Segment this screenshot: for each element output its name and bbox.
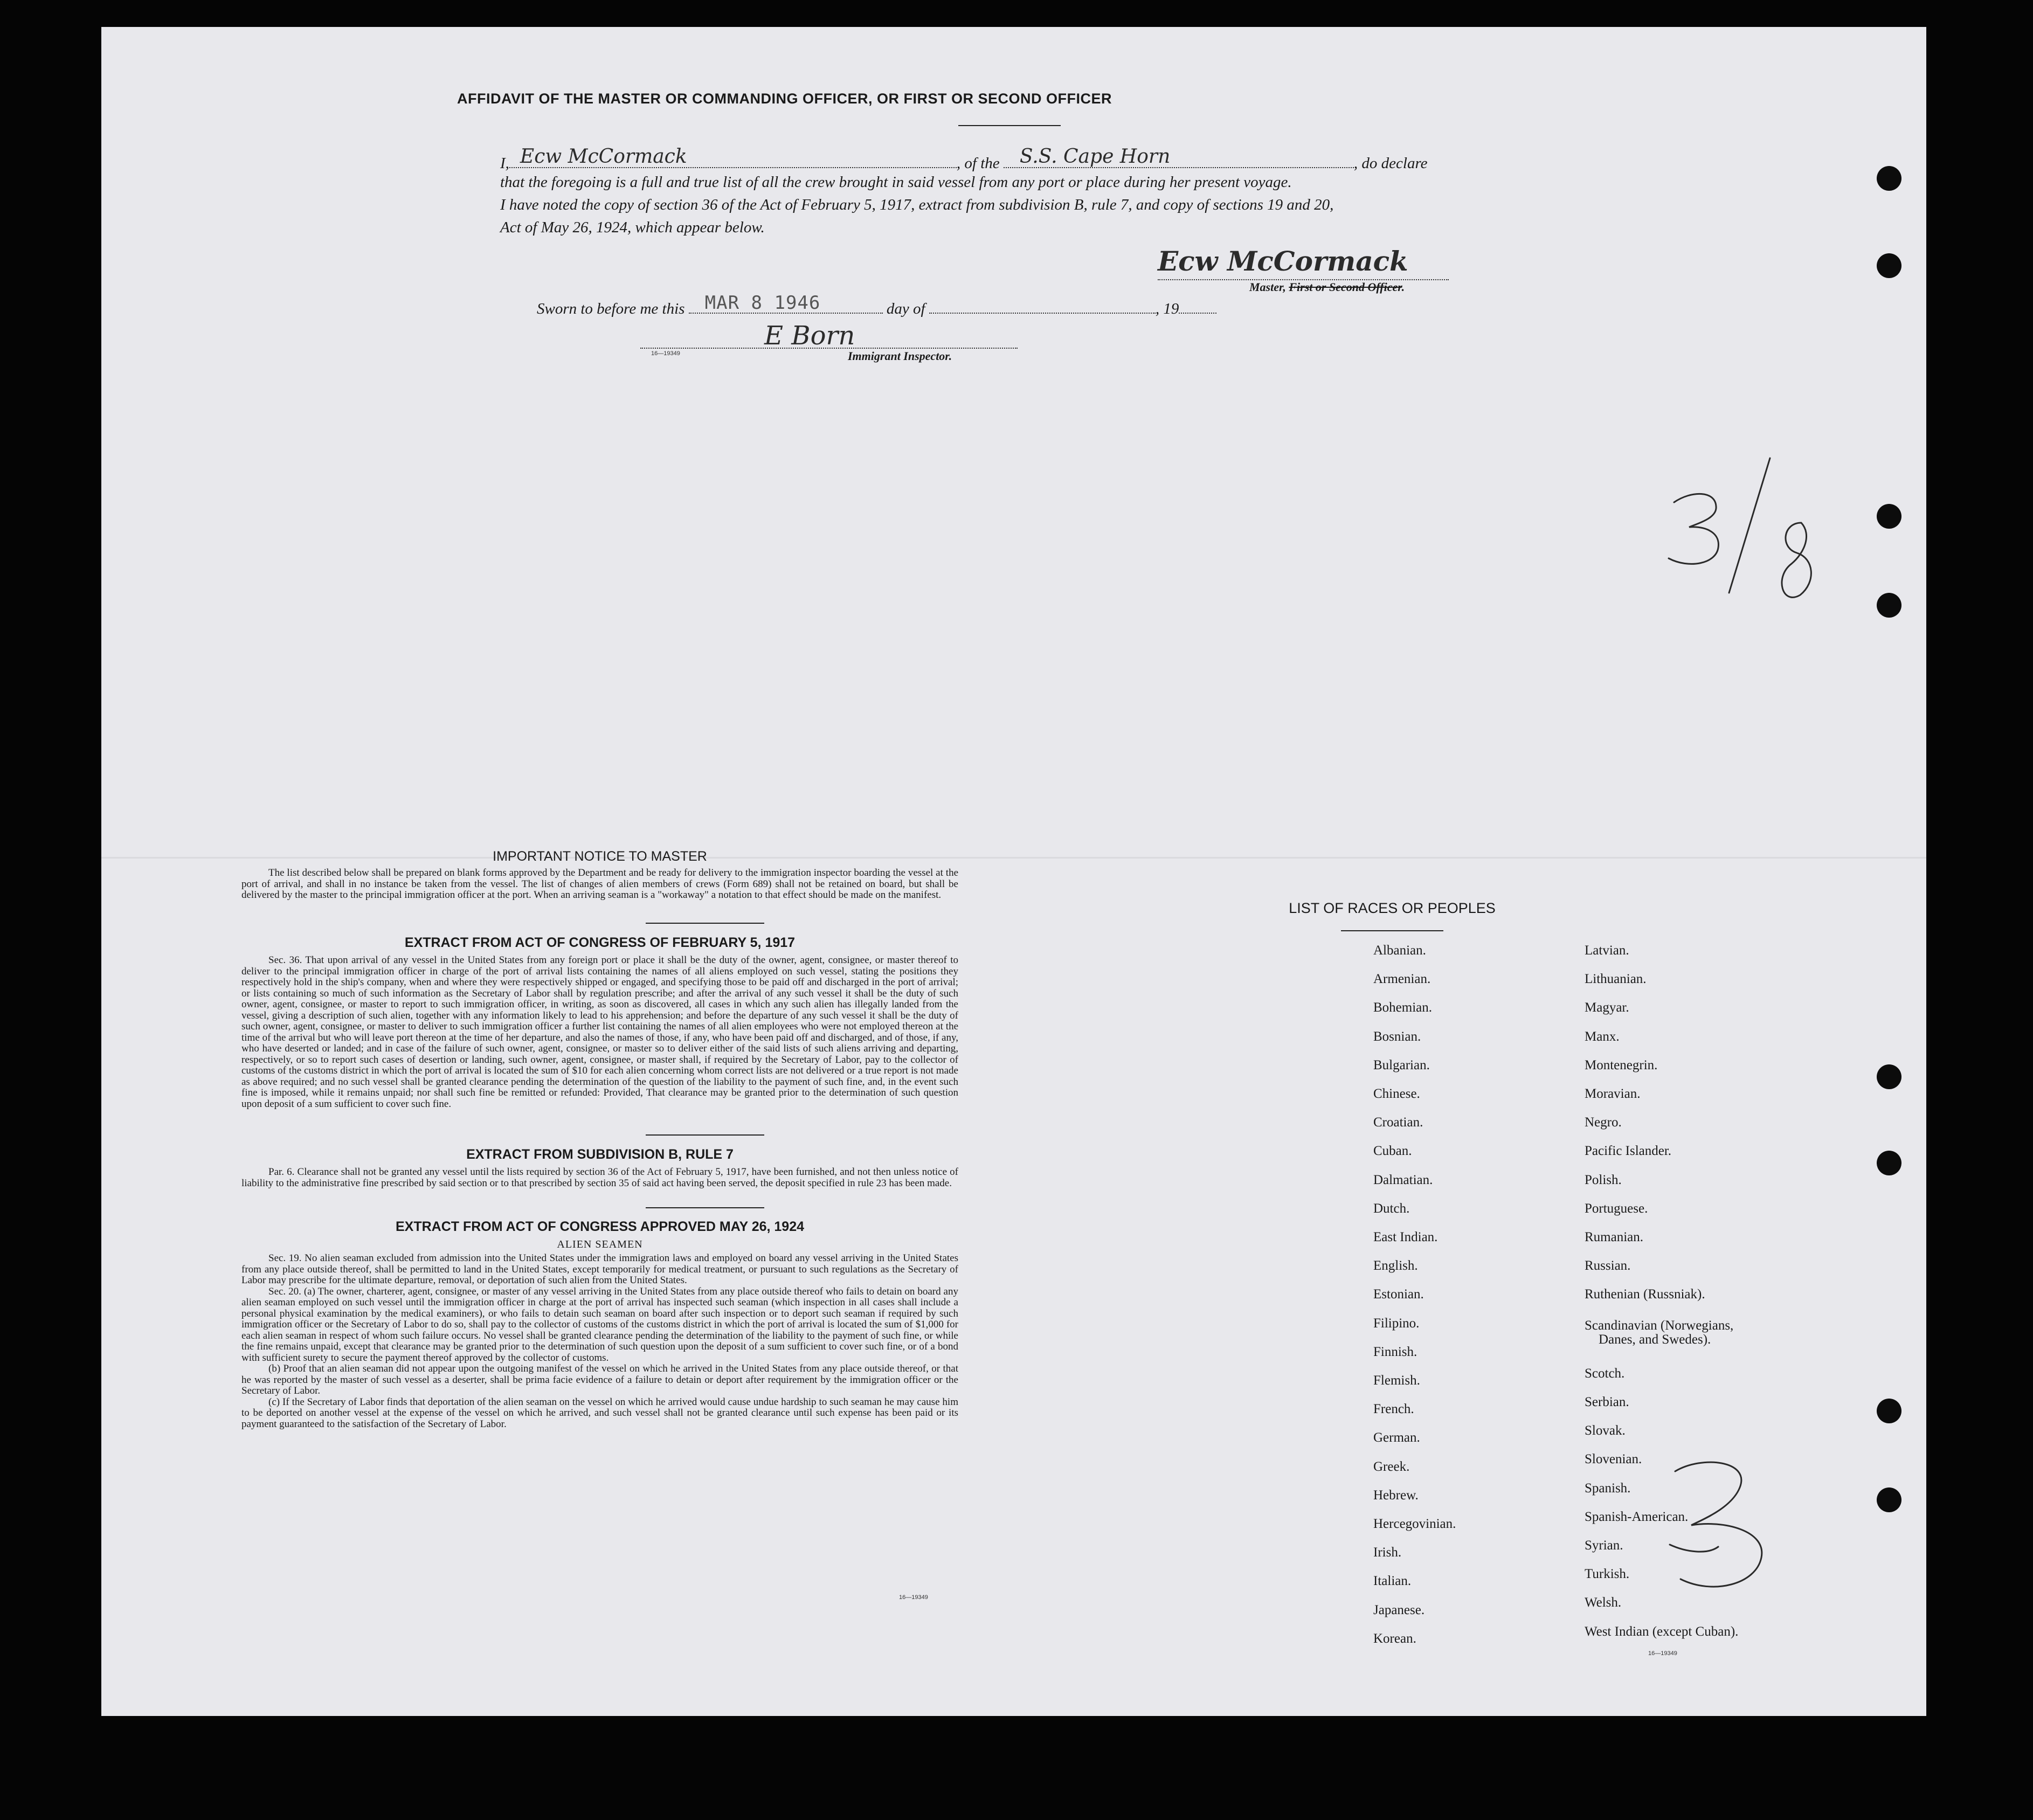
race-item: Serbian. bbox=[1585, 1395, 1629, 1409]
sheet-number-strokes bbox=[1659, 1450, 1788, 1611]
punch-hole bbox=[1877, 1151, 1901, 1175]
race-item: Slovenian. bbox=[1585, 1452, 1642, 1467]
affidavit-declaration-line bbox=[500, 146, 1428, 172]
race-item: Pacific Islander. bbox=[1585, 1144, 1672, 1159]
master-label-period: . bbox=[1401, 280, 1405, 294]
race-item: Armenian. bbox=[1373, 972, 1431, 987]
sworn-year: , 19 bbox=[1155, 300, 1179, 317]
punch-hole bbox=[1877, 504, 1901, 529]
race-item: Spanish-American. bbox=[1585, 1509, 1689, 1524]
race-item: Bulgarian. bbox=[1373, 1057, 1430, 1072]
affidavit-line-3: I have noted the copy of section 36 of the Act of February 5, 1917, extract from subdivision B, rule 7, and copy of sections 19 and 20, bbox=[500, 196, 1334, 213]
race-item: West Indian (except Cuban). bbox=[1585, 1624, 1739, 1639]
sworn-year-blank bbox=[1179, 296, 1216, 314]
race-item: Polish. bbox=[1585, 1172, 1622, 1187]
race-item: Chinese. bbox=[1373, 1087, 1420, 1101]
inspector-signature: E Born bbox=[764, 321, 855, 351]
race-item: Scotch. bbox=[1585, 1366, 1625, 1381]
rule-7-title: EXTRACT FROM SUBDIVISION B, RULE 7 bbox=[466, 1147, 734, 1162]
punch-hole bbox=[1877, 166, 1901, 191]
sworn-date-blank bbox=[689, 292, 883, 314]
race-item: Italian. bbox=[1373, 1574, 1412, 1589]
extract-1924-title: EXTRACT FROM ACT OF CONGRESS APPROVED MAY 26, 1924 bbox=[395, 1219, 805, 1234]
extract-1917-title: EXTRACT FROM ACT OF CONGRESS OF FEBRUARY 5, 1917 bbox=[404, 935, 796, 950]
race-item: English. bbox=[1373, 1258, 1418, 1274]
race-item: Scandinavian (Norwegians, bbox=[1585, 1318, 1734, 1333]
race-item: Manx. bbox=[1585, 1029, 1620, 1044]
race-item: Hebrew. bbox=[1373, 1487, 1419, 1503]
section-19-text: Sec. 19. No alien seaman excluded from admission into the United States under the immigration laws and employed on board any vessel arriving in the United States from any place outside thereof, shall be permitted to land in the United States, except temporarily for medical treatment, or pursuant to such regulations as the Secretary of Labor may prescribe for the ultimate departure, removal, or deportation of such alien from the United States. bbox=[241, 1252, 958, 1286]
divider bbox=[1341, 930, 1443, 931]
vessel-name-handwriting: S.S. Cape Horn bbox=[1019, 146, 1171, 168]
notice-text: The list described below shall be prepared on blank forms approved by the Department and be ready for delivery to the immigration inspector boarding the vessel at the port of arrival, and shall in no instance be taken from the vessel. The list of changes of alien members of crews (Form 689) shall not be retained on board, but shall be delivered by the master to the principal immigration officer at the port. When an arriving seaman is a "workaway" a notation to that effect should be made on the manifest. bbox=[241, 867, 958, 901]
inspector-dotted-line bbox=[640, 348, 1018, 349]
race-item: Croatian. bbox=[1373, 1115, 1423, 1130]
race-item: Cuban. bbox=[1373, 1144, 1412, 1159]
sworn-day-of: day of bbox=[886, 300, 925, 317]
divider bbox=[958, 125, 1061, 126]
sworn-line bbox=[537, 292, 1216, 318]
notice-body bbox=[241, 868, 958, 901]
section-20a-text: Sec. 20. (a) The owner, charterer, agent, consignee, or master of any vessel arriving in the United States from any place outside thereof who fails to detain on board any alien seaman employed on such vessel until the immigration officer in charge at the port of arrival has inspected such seaman (which inspection in all cases shall include a personal physical examination by the medical examiners), or who fails to detain such seaman on board after such inspection or to deport such seaman if required by such immigration officer or the Secretary of Labor to do so, shall pay to the collector of customs of the customs district in which the port of arrival is located the sum of $1,000 for each alien seaman in respect of whom such failure occurs. No vessel shall be granted clearance pending the determination of the liability to the payment of such fine, or while the fine remains unpaid, except that clearance may be granted prior to the determination of such question upon the deposit of a sum sufficient to cover such fine, or of a bond with sufficient surety to secure the payment thereof approved by the collector of customs. bbox=[241, 1285, 958, 1364]
race-item: Syrian. bbox=[1585, 1538, 1623, 1553]
document-page bbox=[101, 27, 1926, 1716]
master-label-row bbox=[1249, 280, 1405, 294]
race-item: Turkish. bbox=[1585, 1567, 1630, 1582]
punch-hole bbox=[1877, 593, 1901, 618]
declaration-prefix: I, bbox=[500, 155, 509, 172]
race-item: Spanish. bbox=[1585, 1480, 1631, 1496]
race-item: Bosnian. bbox=[1373, 1029, 1421, 1044]
master-signature-text: Ecw McCormack bbox=[1158, 245, 1408, 277]
divider bbox=[646, 1207, 764, 1208]
alien-seamen-subtitle: ALIEN SEAMEN bbox=[557, 1238, 643, 1250]
race-item: Russian. bbox=[1585, 1258, 1631, 1274]
paragraph-6-text: Par. 6. Clearance shall not be granted any vessel until the lists required by section 36 of the Act of February 5, 1917, have been furnished, and not then unless notice of liability to the administrative fine prescribed by said section or to that prescribed by section 35 of said act having been served, the deposit specified in rule 23 has been made. bbox=[241, 1166, 958, 1189]
race-item: Portuguese. bbox=[1585, 1201, 1648, 1216]
punch-hole bbox=[1877, 1487, 1901, 1512]
form-number: 16—19349 bbox=[899, 1594, 928, 1601]
section-20c-text: (c) If the Secretary of Labor finds that deportation of the alien seaman on the vessel on which he arrived would cause undue hardship to such seaman he may cause him to be deported on another vessel at the expense of the vessel on which he arrived, and such vessel shall not be granted clearance until such expense has been paid or its payment guaranteed to the satisfaction of the Secretary of Labor. bbox=[241, 1396, 958, 1430]
race-item: Ruthenian (Russniak). bbox=[1585, 1287, 1705, 1302]
vessel-name-blank bbox=[1004, 146, 1354, 168]
race-item: Slovak. bbox=[1585, 1423, 1626, 1438]
declaration-of: , of the bbox=[956, 155, 1000, 172]
race-item: Lithuanian. bbox=[1585, 972, 1647, 987]
master-name-handwriting: Ecw McCormack bbox=[520, 146, 687, 168]
race-item: Latvian. bbox=[1585, 943, 1629, 958]
race-item: Finnish. bbox=[1373, 1344, 1417, 1359]
race-item: Negro. bbox=[1585, 1115, 1622, 1130]
race-item: Magyar. bbox=[1585, 1000, 1629, 1015]
race-item: Hercegovinian. bbox=[1373, 1517, 1456, 1531]
race-item: Dalmatian. bbox=[1373, 1172, 1433, 1187]
date-stamp: MAR 8 1946 bbox=[704, 292, 821, 314]
inspector-label: Immigrant Inspector. bbox=[848, 349, 952, 363]
master-label: Master, bbox=[1249, 280, 1286, 294]
affidavit-line-4: Act of May 26, 1924, which appear below. bbox=[500, 219, 765, 236]
section-20b-text: (b) Proof that an alien seaman did not appear upon the outgoing manifest of the vessel on which he arrived in the United States from any place outside thereof, or that he was reported by the master of such vessel as a deserter, shall be prima facie evidence of a failure to detain or deport after requirement by the immigration officer or the Secretary of Labor. bbox=[241, 1363, 958, 1396]
master-name-blank bbox=[509, 146, 957, 168]
race-item: Dutch. bbox=[1373, 1201, 1410, 1216]
handwritten-sheet-number bbox=[1659, 1450, 1788, 1611]
race-item: Filipino. bbox=[1373, 1316, 1420, 1331]
extract-1917-body bbox=[241, 955, 958, 1110]
race-item: Flemish. bbox=[1373, 1373, 1420, 1388]
divider bbox=[646, 923, 764, 924]
struck-officer-label: First or Second Officer bbox=[1289, 280, 1402, 294]
sworn-month-blank bbox=[929, 296, 1156, 314]
race-item: Bohemian. bbox=[1373, 1000, 1433, 1015]
race-item: Welsh. bbox=[1585, 1595, 1622, 1610]
race-item: Estonian. bbox=[1373, 1287, 1424, 1302]
race-item: German. bbox=[1373, 1430, 1420, 1445]
race-item: Albanian. bbox=[1373, 943, 1426, 958]
races-title: LIST OF RACES OR PEOPLES bbox=[1289, 900, 1496, 916]
race-item: French. bbox=[1373, 1402, 1414, 1417]
race-item: East Indian. bbox=[1373, 1230, 1438, 1244]
punch-hole bbox=[1877, 1064, 1901, 1089]
divider bbox=[646, 1134, 764, 1136]
race-item: Danes, and Swedes). bbox=[1599, 1332, 1711, 1347]
handwritten-page-number bbox=[1664, 453, 1848, 631]
extract-1924-body bbox=[241, 1253, 958, 1430]
race-item: Japanese. bbox=[1373, 1602, 1425, 1617]
affidavit-line-2: that the foregoing is a full and true list of all the crew brought in said vessel from any port or place during her present voyage. bbox=[500, 174, 1292, 191]
section-36-text: Sec. 36. That upon arrival of any vessel in the United States from any foreign port or place it shall be the duty of the owner, agent, consignee, or master thereof to deliver to the principal immigration officer in charge of the port of arrival lists containing the names of all aliens employed on such vessel, stating the positions they respectively hold in the ship's company, when and where they were respectively shipped or engaged, and specifying those to be paid off and discharged in the port of arrival; or lists containing so much of such information as the Secretary of Labor shall by regulation prescribe; and after the arrival of any such vessel it shall be the duty of such owner, agent, consignee, or master to report to such immigration officer, in writing, as soon as discovered, all cases in which any such alien has illegally landed from the vessel, giving a description of such alien, together with any information likely to lead to his apprehension; and before the departure of any such vessel it shall be the duty of such owner, agent, consignee, or master to deliver to such immigration officer a further list containing the names of all alien employees who were not employed thereon at the time of the arrival but who will leave port thereon at the time of her departure, and also the names of those, if any, who have been paid off and discharged, and of those, if any, who have deserted or landed; and in case of the failure of such owner, agent, consignee, or master so to deliver either of the said lists of such aliens arriving and departing, respectively, or so to report such cases of desertion or landing, such owner, agent, consignee, or master shall, if required by the Secretary of Labor, pay to the collector of customs of the customs district in which the port of arrival is located the sum of $10 for each alien concerning whom correct lists are not delivered or a true report is not made as above required; and no such vessel shall be granted clearance pending the determination of the question of the liability to the payment of such fine, and, in the event such fine is imposed, while it remains unpaid; nor shall such fine be remitted or refunded: Provided, That clearance may be granted prior to the determination of such question upon deposit of a sum sufficient to cover such fine. bbox=[241, 954, 958, 1110]
punch-hole bbox=[1877, 1399, 1901, 1423]
declaration-suffix: , do declare bbox=[1353, 155, 1428, 172]
race-item: Irish. bbox=[1373, 1545, 1402, 1560]
race-item: Moravian. bbox=[1585, 1087, 1641, 1101]
race-item: Greek. bbox=[1373, 1459, 1410, 1474]
race-item: Montenegrin. bbox=[1585, 1057, 1658, 1072]
form-number: 16—19349 bbox=[1648, 1650, 1677, 1657]
page-number-strokes bbox=[1664, 453, 1848, 631]
punch-hole bbox=[1877, 253, 1901, 278]
sworn-prefix: Sworn to before me this bbox=[537, 300, 685, 317]
race-item: Rumanian. bbox=[1585, 1230, 1644, 1244]
notice-title: IMPORTANT NOTICE TO MASTER bbox=[493, 849, 707, 864]
form-number: 16—19349 bbox=[651, 350, 680, 357]
rule-7-body bbox=[241, 1167, 958, 1189]
race-item: Korean. bbox=[1373, 1631, 1416, 1646]
affidavit-title: AFFIDAVIT OF THE MASTER OR COMMANDING OFFICER, OR FIRST OR SECOND OFFICER bbox=[457, 91, 1112, 107]
master-signature bbox=[1158, 240, 1460, 283]
